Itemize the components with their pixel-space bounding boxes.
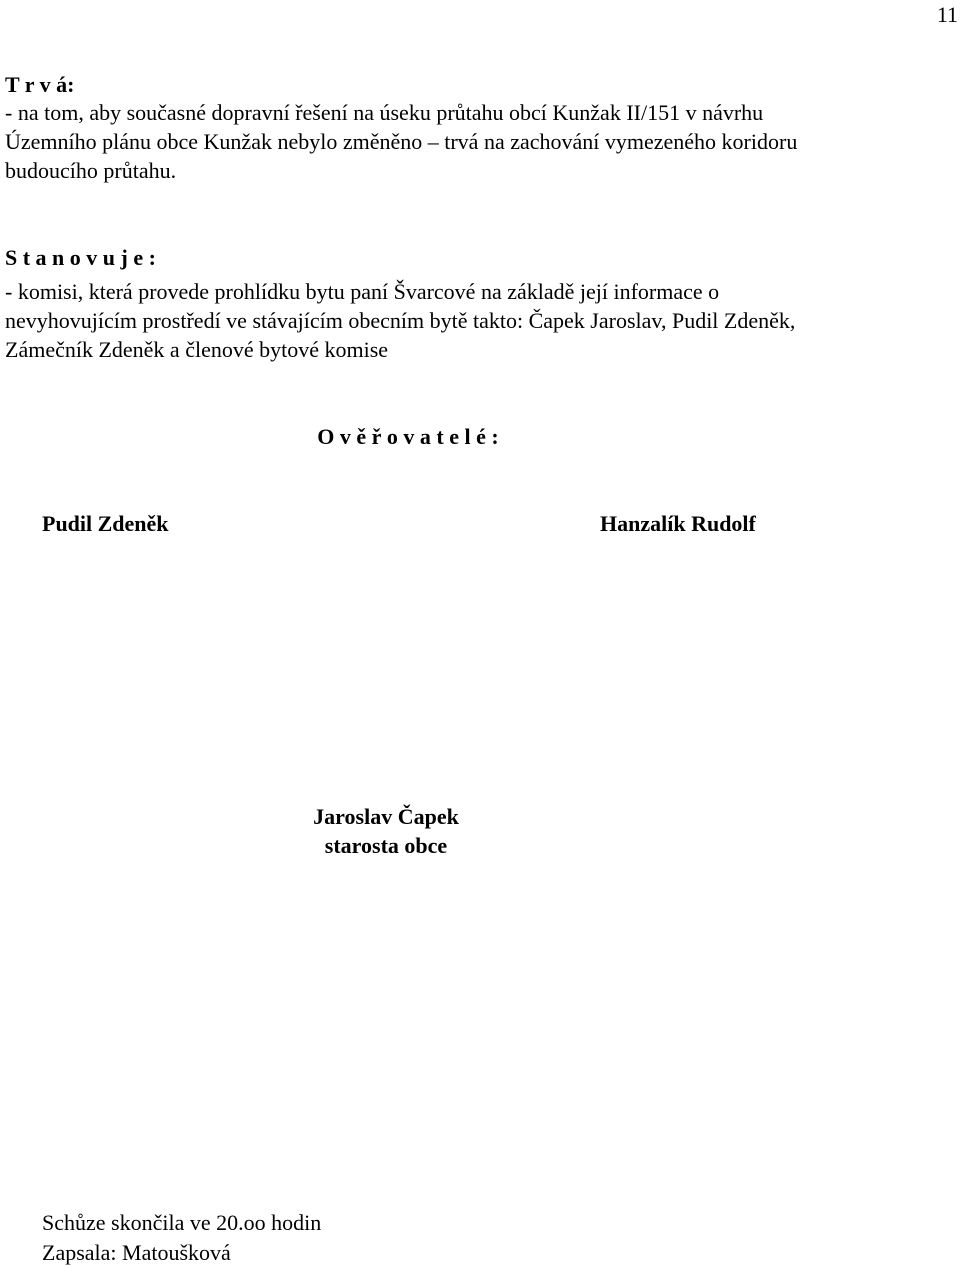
trva-line-1: - na tom, aby současné dopravní řešení na úseku průtahu obcí Kunžak II/151 v návrhu — [5, 100, 764, 125]
trva-paragraph — [5, 98, 797, 185]
mayor-name: Jaroslav Čapek — [313, 804, 459, 829]
footer — [42, 1208, 321, 1268]
trva-line-2: Územního plánu obce Kunžak nebylo změněno – trvá na zachování vymezeného koridoru — [5, 129, 798, 154]
stanovuje-paragraph — [5, 277, 795, 364]
stanovuje-line-2: nevyhovujícím prostředí ve stávajícím obecním bytě takto: Čapek Jaroslav, Pudil Zdeněk, — [5, 308, 796, 333]
stanovuje-line-1: - komisi, která provede prohlídku bytu paní Švarcové na základě její informace o — [5, 279, 720, 304]
meeting-closing-text: Schůze skončila ve 20.oo hodin — [42, 1210, 322, 1235]
verifier-left-name: Pudil Zdeněk — [42, 511, 169, 536]
overovatele-heading: O v ě ř o v a t e l é : — [317, 424, 499, 449]
mayor-title: starosta obce — [324, 833, 448, 858]
recorder-text: Zapsala: Matoušková — [42, 1240, 231, 1265]
trva-heading: T r v á: — [5, 72, 75, 97]
trva-line-3: budoucího průtahu. — [5, 158, 177, 183]
stanovuje-heading: S t a n o v u j e : — [5, 245, 156, 270]
page-number: 11 — [936, 2, 958, 27]
stanovuje-line-3: Zámečník Zdeněk a členové bytové komise — [5, 337, 389, 362]
verifier-right-name: Hanzalík Rudolf — [600, 511, 756, 536]
